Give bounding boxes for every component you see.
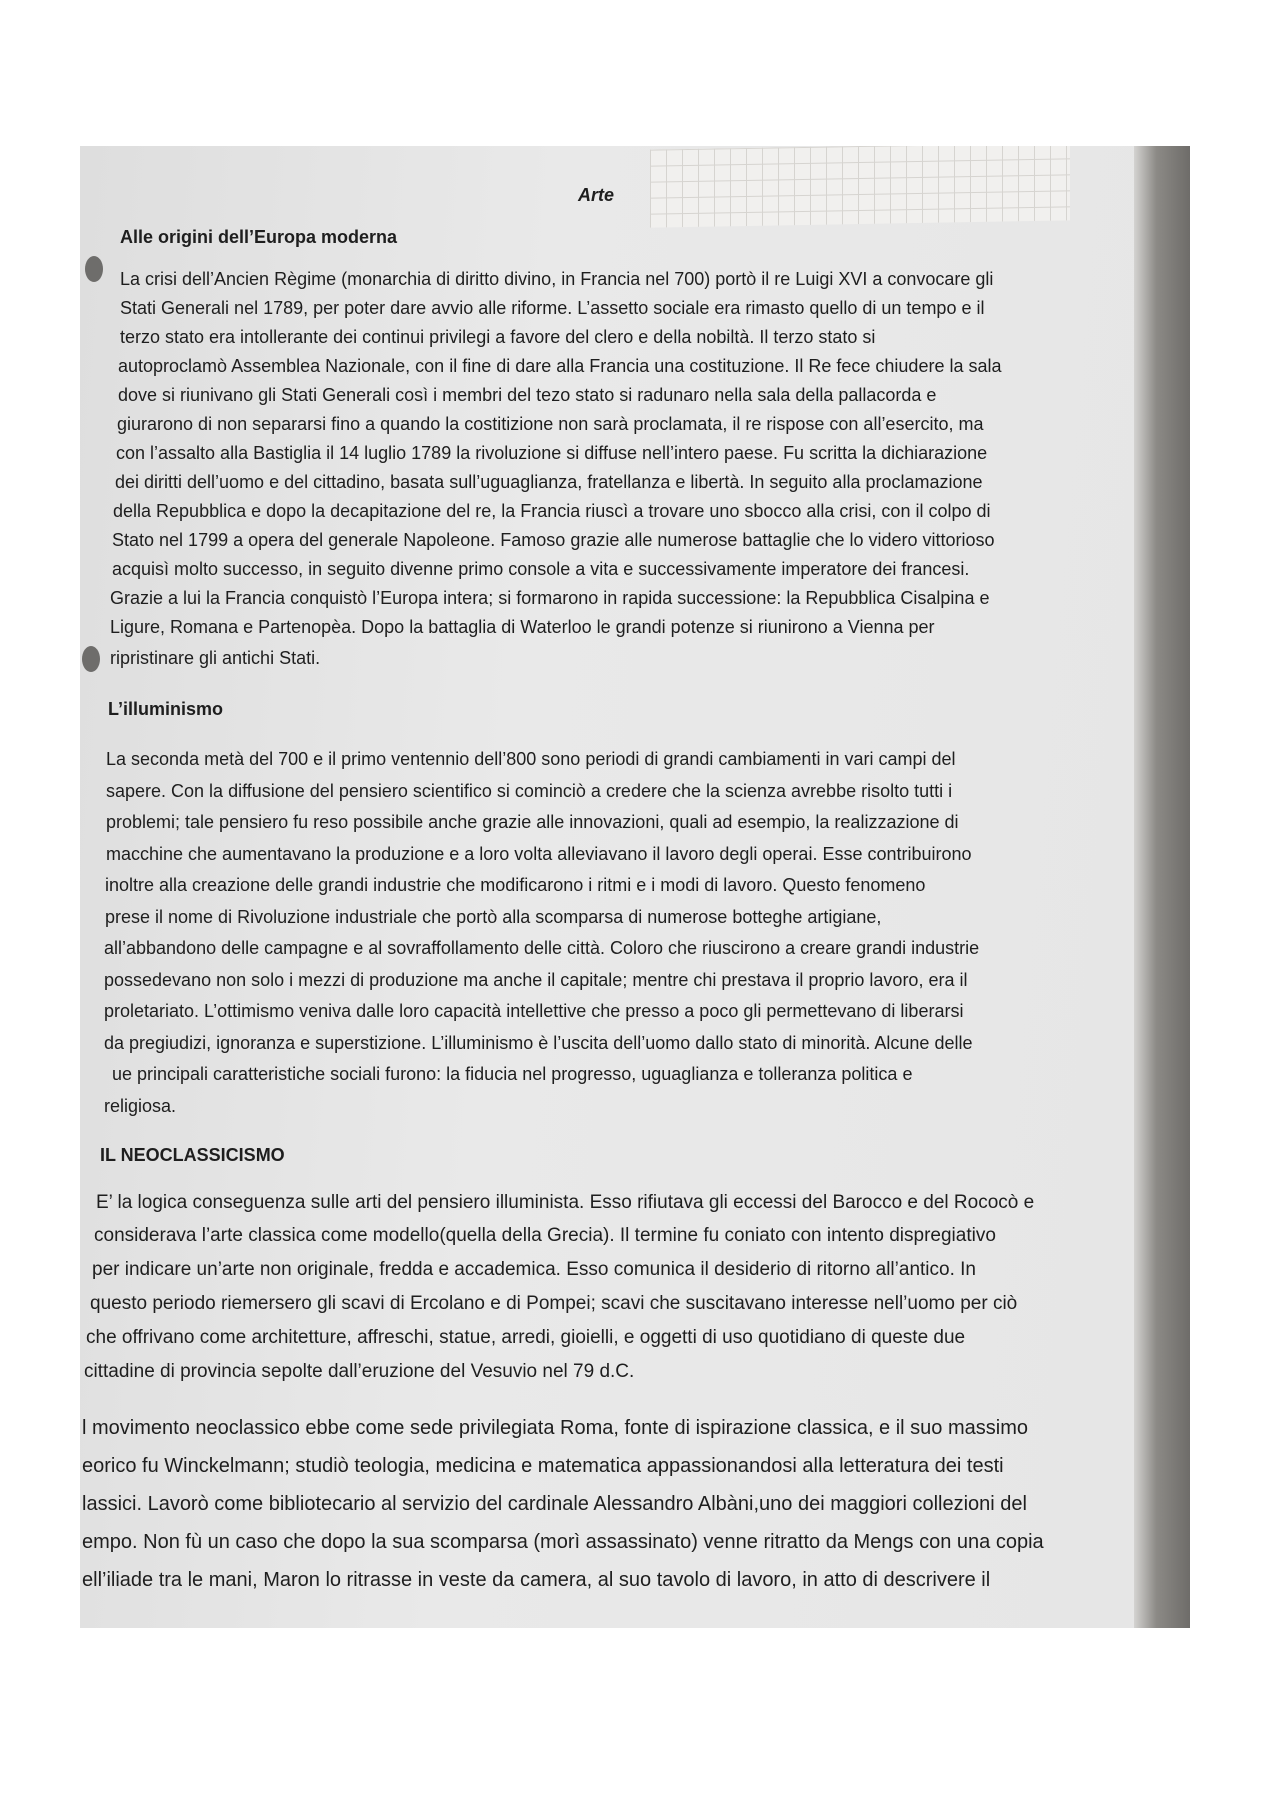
text-line: religiosa. <box>104 1096 177 1116</box>
text-line: lassici. Lavorò come bibliotecario al servizio del cardinale Alessandro Albàni,uno dei maggiori collezioni del <box>82 1493 1027 1515</box>
text-line: all’abbandono delle campagne e al sovraffollamento delle città. Coloro che riuscirono a creare grandi industrie <box>104 938 980 958</box>
text-line: ell’iliade tra le mani, Maron lo ritrasse in veste da camera, al suo tavolo di lavoro, in atto di descrivere il <box>82 1569 991 1591</box>
text-line: dove si riunivano gli Stati Generali così i membri del tezo stato si radunaro nella sala della pallacorda e <box>118 385 937 405</box>
text-line: problemi; tale pensiero fu reso possibile anche grazie alle innovazioni, quali ad esempio, la realizzazione di <box>106 812 959 832</box>
page-subject: Arte <box>578 185 615 205</box>
text-line: che offrivano come architetture, affreschi, statue, arredi, gioielli, e oggetti di uso quotidiano di queste due <box>86 1327 966 1348</box>
text-line: E’ la logica conseguenza sulle arti del pensiero illuminista. Esso rifiutava gli eccessi del Barocco e del Rococò e <box>96 1192 1035 1213</box>
text-line: giurarono di non separarsi fino a quando la costitizione non sarà proclamata, il re rispose con all’esercito, ma <box>117 414 984 434</box>
text-line: inoltre alla creazione delle grandi industrie che modificarono i ritmi e i modi di lavoro. Questo fenomeno <box>105 875 926 895</box>
text-line: acquisì molto successo, in seguito divenne primo console a vita e successivamente imperatore dei francesi. <box>112 559 970 579</box>
text-line: terzo stato era intollerante dei continui privilegi a favore del clero e della nobiltà. Il terzo stato si <box>120 327 876 347</box>
text-line: possedevano non solo i mezzi di produzione ma anche il capitale; mentre chi prestava il proprio lavoro, era il <box>104 970 968 990</box>
text-line: macchine che aumentavano la produzione e a loro volta alleviavano il lavoro degli operai. Esse contribuirono <box>106 844 972 864</box>
text-line: empo. Non fù un caso che dopo la sua scomparsa (morì assassinato) venne ritratto da Mengs con una copia <box>82 1531 1044 1553</box>
text-line: Stato nel 1799 a opera del generale Napoleone. Famoso grazie alle numerose battaglie che lo videro vittorioso <box>112 530 995 550</box>
text-line: con l’assalto alla Bastiglia il 14 luglio 1789 la rivoluzione si diffuse nell’intero paese. Fu scritta la dichiarazione <box>116 443 988 463</box>
text-line: autoproclamò Assemblea Nazionale, con il fine di dare alla Francia una costituzione. Il Re fece chiudere la sala <box>118 356 1002 376</box>
section-title: IL NEOCLASSICISMO <box>100 1145 285 1165</box>
text-line: l movimento neoclassico ebbe come sede privilegiata Roma, fonte di ispirazione classica, e il suo massimo <box>82 1417 1028 1439</box>
text-line: proletariato. L’ottimismo veniva dalle loro capacità intellettive che presso a poco gli permettevano di liberarsi <box>104 1001 964 1021</box>
text-line: sapere. Con la diffusione del pensiero scientifico si cominciò a credere che la scienza avrebbe risolto tutti i <box>106 781 953 801</box>
text-line: Ligure, Romana e Partenopèa. Dopo la battaglia di Waterloo le grandi potenze si riunirono a Vienna per <box>110 617 935 637</box>
text-line: considerava l’arte classica come modello(quella della Grecia). Il termine fu coniato con intento dispregiativo <box>94 1225 996 1246</box>
section-title: L’illuminismo <box>108 699 224 719</box>
text-line: Stati Generali nel 1789, per poter dare avvio alle riforme. L’assetto sociale era rimasto quello di un tempo e il <box>120 298 985 318</box>
text-line: La crisi dell’Ancien Règime (monarchia di diritto divino, in Francia nel 700) portò il re Luigi XVI a convocare gli <box>120 269 994 289</box>
text-line: della Repubblica e dopo la decapitazione del re, la Francia riuscì a trovare uno sbocco alla crisi, con il colpo di <box>113 501 991 521</box>
text-line: da pregiudizi, ignoranza e superstizione. L’illuminismo è l’uscita dell’uomo dallo stato di minorità. Alcune delle <box>104 1033 973 1053</box>
text-line: La seconda metà del 700 e il primo ventennio dell’800 sono periodi di grandi cambiamenti in vari campi del <box>106 749 956 769</box>
text-line: eorico fu Winckelmann; studiò teologia, medicina e matematica appassionandosi alla letteratura dei testi <box>82 1455 1004 1477</box>
text-line: questo periodo riemersero gli scavi di Ercolano e di Pompei; scavi che suscitavano interesse nell’uomo per ciò <box>90 1293 1018 1314</box>
text-line: ue principali caratteristiche sociali furono: la fiducia nel progresso, uguaglianza e tolleranza politica e <box>112 1064 913 1084</box>
text-line: prese il nome di Rivoluzione industriale che portò alla scomparsa di numerose botteghe artigiane, <box>105 907 882 927</box>
section-title: Alle origini dell’Europa moderna <box>120 227 398 247</box>
text-line: Grazie a lui la Francia conquistò l’Europa intera; si formarono in rapida successione: la Repubblica Cisalpina e <box>110 588 990 608</box>
text-line: dei diritti dell’uomo e del cittadino, basata sull’uguaglianza, fratellanza e libertà. In seguito alla proclamazione <box>115 472 983 492</box>
text-line: cittadine di provincia sepolte dall’eruzione del Vesuvio nel 79 d.C. <box>84 1361 635 1382</box>
text-line: ripristinare gli antichi Stati. <box>110 648 321 668</box>
text-line: per indicare un’arte non originale, fredda e accademica. Esso comunica il desiderio di ritorno all’antico. In <box>92 1259 976 1280</box>
